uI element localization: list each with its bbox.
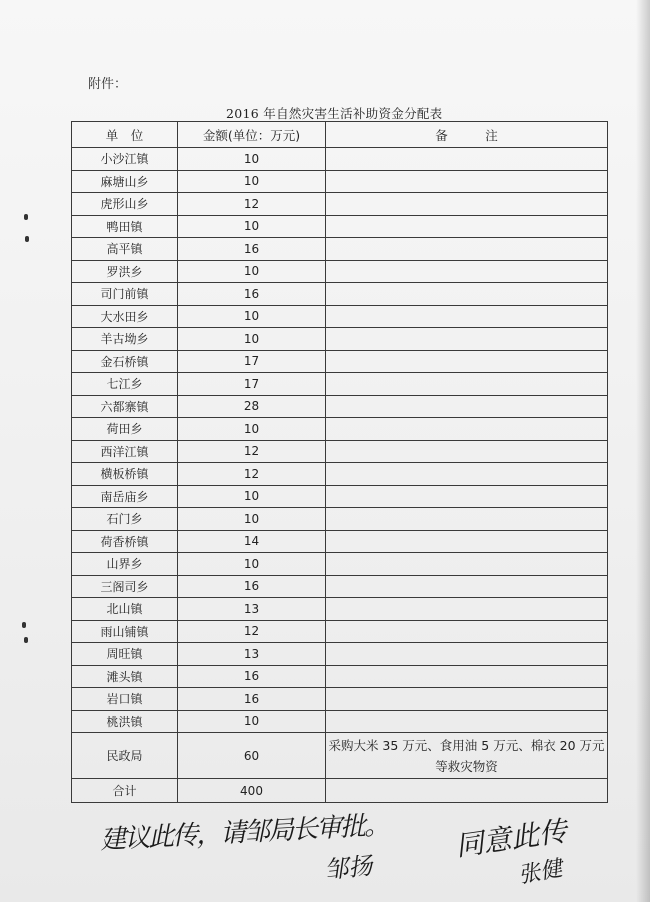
document-title: 2016 年自然灾害生活补助资金分配表 <box>226 106 443 121</box>
cell-note <box>326 665 608 688</box>
cell-note <box>326 418 608 441</box>
cell-unit: 羊古坳乡 <box>72 328 178 351</box>
cell-amount: 10 <box>178 710 326 733</box>
cell-note <box>326 328 608 351</box>
cell-amount: 10 <box>178 508 326 531</box>
cell-unit: 山界乡 <box>72 553 178 576</box>
cell-note <box>326 575 608 598</box>
cell-amount: 10 <box>178 305 326 328</box>
table-row <box>72 283 608 306</box>
total-amount: 400 <box>178 779 326 803</box>
special-note: 采购大米 35 万元、食用油 5 万元、棉衣 20 万元等救灾物资 <box>326 733 608 779</box>
cell-note <box>326 530 608 553</box>
cell-amount: 10 <box>178 553 326 576</box>
cell-note <box>326 283 608 306</box>
cell-unit: 小沙江镇 <box>72 148 178 171</box>
table-row <box>72 463 608 486</box>
allocation-table <box>71 121 608 803</box>
header-unit: 单 位 <box>72 122 178 148</box>
table-row <box>72 530 608 553</box>
cell-amount: 12 <box>178 440 326 463</box>
handwritten-signature: 张健 <box>516 856 565 889</box>
cell-amount: 12 <box>178 620 326 643</box>
cell-unit: 罗洪乡 <box>72 260 178 283</box>
cell-amount: 17 <box>178 350 326 373</box>
cell-unit: 周旺镇 <box>72 643 178 666</box>
binding-hole-mark <box>25 236 29 242</box>
table-row <box>72 373 608 396</box>
cell-unit: 麻塘山乡 <box>72 170 178 193</box>
binding-hole-mark <box>22 622 26 628</box>
cell-unit: 大水田乡 <box>72 305 178 328</box>
cell-note <box>326 238 608 261</box>
cell-unit: 滩头镇 <box>72 665 178 688</box>
cell-unit: 七江乡 <box>72 373 178 396</box>
cell-amount: 10 <box>178 148 326 171</box>
cell-note <box>326 688 608 711</box>
special-amount: 60 <box>178 733 326 779</box>
attachment-label: 附件： <box>88 77 128 92</box>
cell-unit: 北山镇 <box>72 598 178 621</box>
cell-note <box>326 260 608 283</box>
total-row <box>72 779 608 803</box>
cell-amount: 13 <box>178 598 326 621</box>
cell-unit: 雨山铺镇 <box>72 620 178 643</box>
table-row <box>72 305 608 328</box>
cell-note <box>326 215 608 238</box>
cell-amount: 16 <box>178 575 326 598</box>
table-row <box>72 193 608 216</box>
cell-unit: 六都寨镇 <box>72 395 178 418</box>
cell-unit: 岩口镇 <box>72 688 178 711</box>
binding-hole-mark <box>24 214 28 220</box>
total-label: 合计 <box>72 779 178 803</box>
table-row <box>72 710 608 733</box>
table-row <box>72 553 608 576</box>
table-row <box>72 260 608 283</box>
handwritten-signature: 邹扬 <box>322 851 374 885</box>
cell-unit: 西洋江镇 <box>72 440 178 463</box>
cell-amount: 12 <box>178 193 326 216</box>
cell-unit: 虎形山乡 <box>72 193 178 216</box>
cell-unit: 荷香桥镇 <box>72 530 178 553</box>
cell-note <box>326 643 608 666</box>
cell-note <box>326 193 608 216</box>
cell-amount: 10 <box>178 485 326 508</box>
table-row <box>72 688 608 711</box>
table-row <box>72 643 608 666</box>
cell-unit: 鸭田镇 <box>72 215 178 238</box>
cell-note <box>326 148 608 171</box>
cell-amount: 16 <box>178 238 326 261</box>
cell-amount: 10 <box>178 328 326 351</box>
table-row <box>72 395 608 418</box>
page-edge-shadow <box>636 0 650 902</box>
cell-amount: 28 <box>178 395 326 418</box>
cell-amount: 12 <box>178 463 326 486</box>
handwritten-approval: 同意此传 <box>453 814 569 863</box>
cell-note <box>326 440 608 463</box>
cell-amount: 10 <box>178 260 326 283</box>
cell-note <box>326 620 608 643</box>
table-row <box>72 418 608 441</box>
table-row <box>72 485 608 508</box>
table-row <box>72 665 608 688</box>
special-unit: 民政局 <box>72 733 178 779</box>
cell-amount: 16 <box>178 283 326 306</box>
table-row <box>72 440 608 463</box>
cell-unit: 高平镇 <box>72 238 178 261</box>
cell-amount: 14 <box>178 530 326 553</box>
cell-unit: 南岳庙乡 <box>72 485 178 508</box>
cell-unit: 荷田乡 <box>72 418 178 441</box>
cell-amount: 16 <box>178 665 326 688</box>
cell-unit: 石门乡 <box>72 508 178 531</box>
cell-note <box>326 350 608 373</box>
cell-note <box>326 170 608 193</box>
table-row <box>72 238 608 261</box>
table-row <box>72 350 608 373</box>
table-row <box>72 148 608 171</box>
cell-amount: 10 <box>178 215 326 238</box>
table-row <box>72 575 608 598</box>
cell-note <box>326 305 608 328</box>
binding-hole-mark <box>24 637 28 643</box>
cell-amount: 10 <box>178 418 326 441</box>
cell-note <box>326 508 608 531</box>
cell-unit: 金石桥镇 <box>72 350 178 373</box>
table-body <box>72 148 608 733</box>
cell-note <box>326 710 608 733</box>
cell-unit: 司门前镇 <box>72 283 178 306</box>
table-row <box>72 508 608 531</box>
cell-amount: 13 <box>178 643 326 666</box>
cell-unit: 三阁司乡 <box>72 575 178 598</box>
cell-amount: 10 <box>178 170 326 193</box>
table-row <box>72 620 608 643</box>
table-header-row <box>72 122 608 148</box>
cell-note <box>326 485 608 508</box>
table-row <box>72 170 608 193</box>
cell-amount: 17 <box>178 373 326 396</box>
table-row <box>72 328 608 351</box>
table-row <box>72 598 608 621</box>
cell-unit: 横板桥镇 <box>72 463 178 486</box>
cell-note <box>326 553 608 576</box>
cell-note <box>326 395 608 418</box>
cell-note <box>326 598 608 621</box>
cell-amount: 16 <box>178 688 326 711</box>
header-amount: 金额(单位：万元) <box>178 122 326 148</box>
header-note: 备 注 <box>326 122 608 148</box>
special-row <box>72 733 608 779</box>
total-note <box>326 779 608 803</box>
cell-note <box>326 463 608 486</box>
cell-note <box>326 373 608 396</box>
cell-unit: 桃洪镇 <box>72 710 178 733</box>
table-row <box>72 215 608 238</box>
handwritten-instruction: 建议此传，请邹局长审批。 <box>99 810 389 856</box>
